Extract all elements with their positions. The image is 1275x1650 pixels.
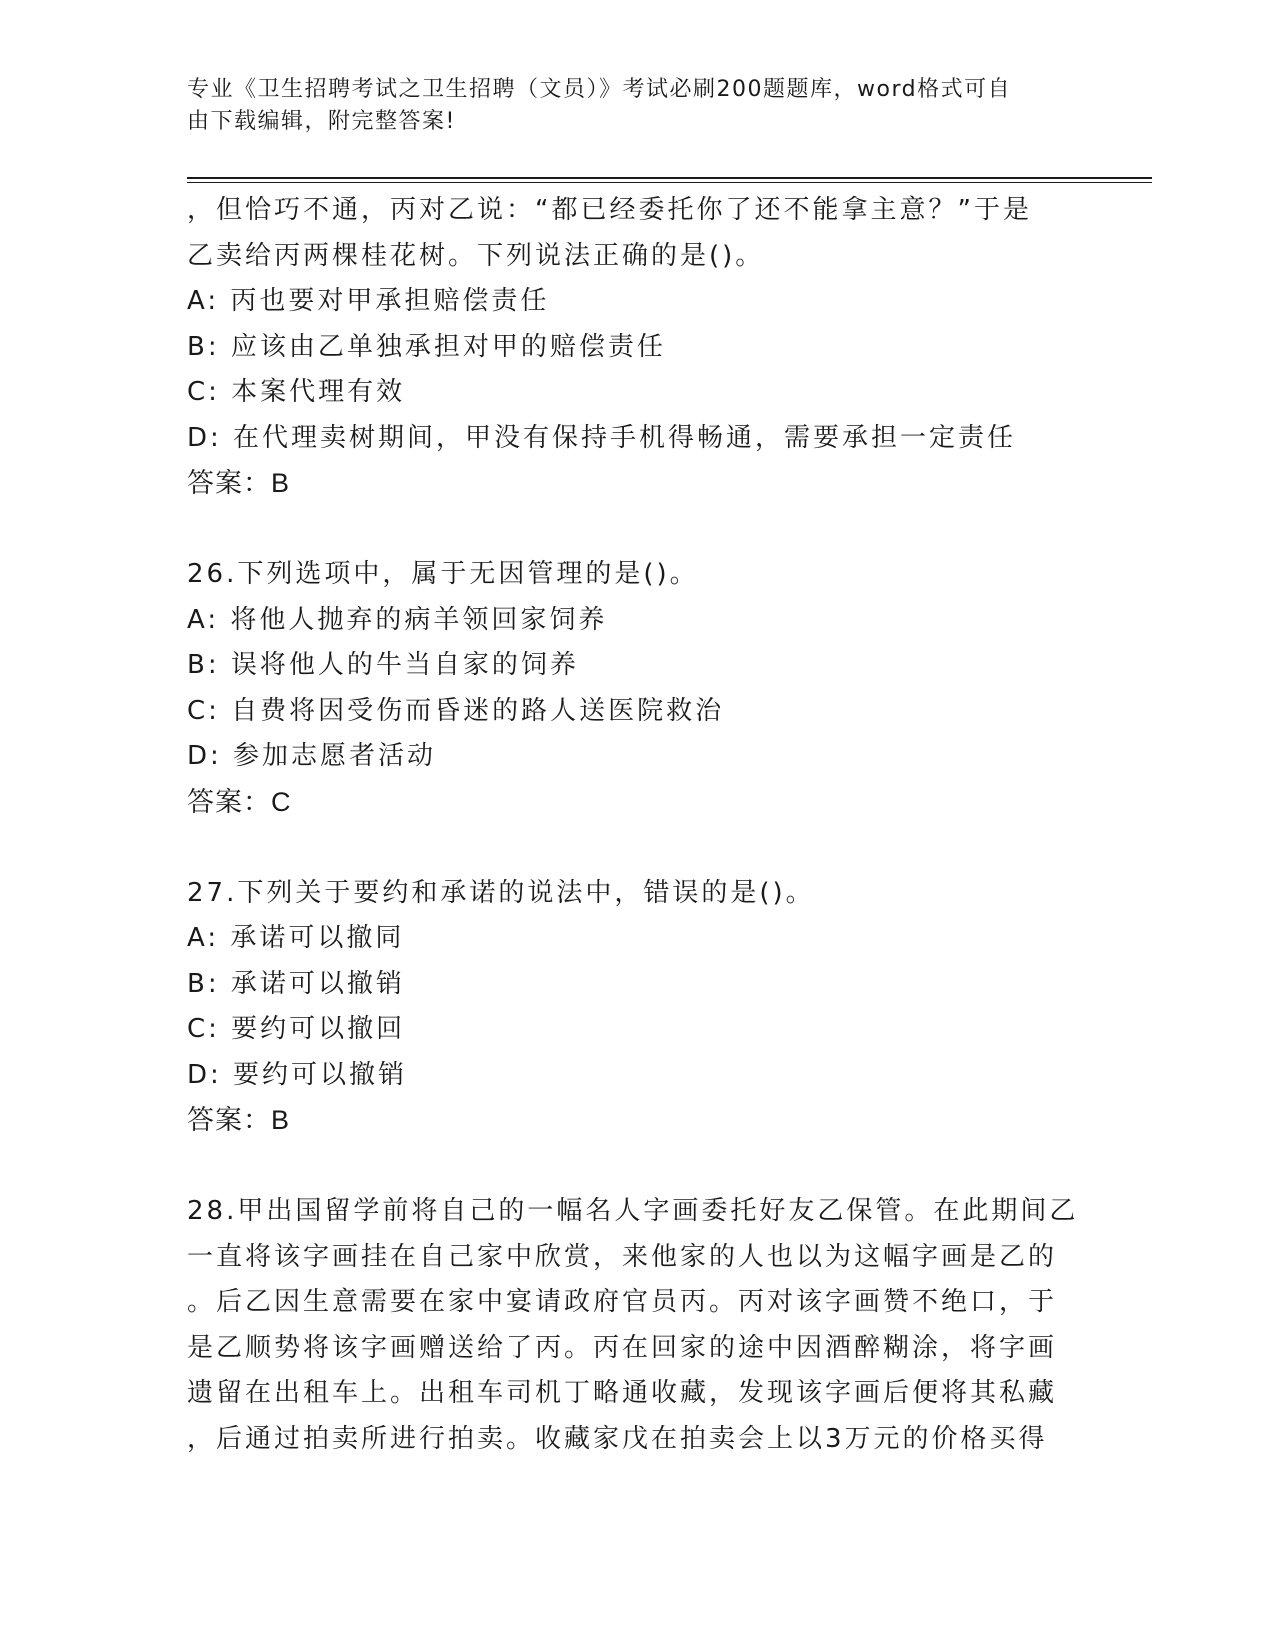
page-header [187, 74, 1067, 138]
option-c: C: 自费将因受伤而昏迷的路人送医院救治 [187, 695, 725, 726]
option-a: A: 承诺可以撤同 [187, 923, 405, 953]
question-27 [187, 871, 1087, 1144]
option-d: D: 在代理卖树期间，甲没有保持手机得畅通，需要承担一定责任 [187, 422, 1017, 453]
question-text: ，但恰巧不通，丙对乙说：“都已经委托你了还不能拿主意？”于是 [187, 195, 1032, 225]
option-d: D: 要约可以撤销 [187, 1059, 408, 1090]
option-c: C: 本案代理有效 [187, 377, 406, 407]
header-divider-thin [187, 182, 1152, 183]
answer: 答案：C [187, 786, 292, 817]
option-c: C: 要约可以撤回 [187, 1014, 406, 1044]
answer: 答案：B [187, 1105, 291, 1135]
question-text: 28.甲出国留学前将自己的一幅名人字画委托好友乙保管。在此期间乙 [187, 1196, 1079, 1226]
spacer [187, 507, 1087, 553]
header-line: 由下载编辑，附完整答案! [187, 109, 456, 134]
question-continuation [187, 188, 1087, 507]
spacer [187, 1144, 1087, 1190]
question-28 [187, 1189, 1087, 1462]
question-26 [187, 552, 1087, 825]
header-divider [187, 177, 1152, 179]
question-text: 乙卖给丙两棵桂花树。下列说法正确的是()。 [187, 240, 765, 271]
header-line: 专业《卫生招聘考试之卫生招聘（文员）》考试必刷200题题库，word格式可自 [187, 77, 1012, 102]
question-text: ，后通过拍卖所进行拍卖。收藏家戊在拍卖会上以3万元的价格买得 [187, 1423, 1048, 1454]
question-text: 遗留在出租车上。出租车司机丁略通收藏，发现该字画后便将其私藏 [187, 1378, 1058, 1408]
option-d: D: 参加志愿者活动 [187, 741, 437, 771]
option-b: B: 承诺可以撤销 [187, 968, 405, 999]
question-text: 。后乙因生意需要在家中宴请政府官员丙。丙对该字画赞不绝口，于 [187, 1287, 1058, 1317]
question-text: 一直将该字画挂在自己家中欣赏，来他家的人也以为这幅字画是乙的 [187, 1241, 1058, 1272]
question-text: 是乙顺势将该字画赠送给了丙。丙在回家的途中因酒醉糊涂，将字画 [187, 1332, 1058, 1363]
spacer [187, 825, 1087, 871]
option-b: B: 应该由乙单独承担对甲的赔偿责任 [187, 331, 666, 362]
question-stem: 27.下列关于要约和承诺的说法中，错误的是()。 [187, 877, 815, 908]
question-stem: 26.下列选项中，属于无因管理的是()。 [187, 559, 699, 589]
option-a: A: 丙也要对甲承担赔偿责任 [187, 286, 550, 316]
answer: 答案：B [187, 468, 291, 498]
option-b: B: 误将他人的牛当自家的饲养 [187, 650, 579, 680]
option-a: A: 将他人抛弃的病羊领回家饲养 [187, 604, 608, 635]
document-body [187, 188, 1087, 1462]
